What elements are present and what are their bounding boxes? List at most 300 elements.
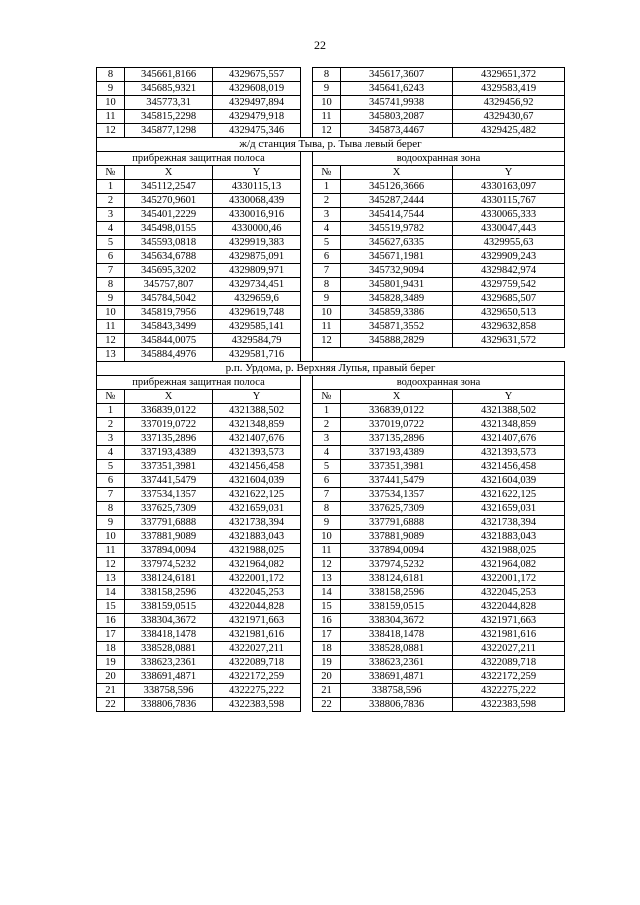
y-coordinate: 4329479,918 bbox=[213, 110, 301, 124]
table-row bbox=[97, 516, 565, 530]
x-coordinate: 345859,3386 bbox=[341, 306, 453, 320]
y-coordinate: 4321388,502 bbox=[213, 404, 301, 418]
y-coordinate: 4322275,222 bbox=[213, 684, 301, 698]
table-row bbox=[97, 572, 565, 586]
y-coordinate: 4322045,253 bbox=[453, 586, 565, 600]
point-number: 13 bbox=[313, 572, 341, 586]
y-coordinate: 4322027,211 bbox=[453, 642, 565, 656]
x-coordinate: 337193,4389 bbox=[341, 446, 453, 460]
y-coordinate: 4321604,039 bbox=[453, 474, 565, 488]
point-number: 11 bbox=[313, 110, 341, 124]
point-number: 12 bbox=[313, 124, 341, 138]
x-coordinate: 345401,2229 bbox=[125, 208, 213, 222]
point-number: 7 bbox=[97, 488, 125, 502]
column-gap bbox=[301, 152, 313, 166]
column-gap bbox=[301, 460, 313, 474]
x-coordinate: 345270,9601 bbox=[125, 194, 213, 208]
y-coordinate: 4329430,67 bbox=[453, 110, 565, 124]
x-coordinate: 338304,3672 bbox=[125, 614, 213, 628]
point-number: 6 bbox=[97, 250, 125, 264]
y-coordinate: 4322089,718 bbox=[453, 656, 565, 670]
y-coordinate: 4322001,172 bbox=[453, 572, 565, 586]
y-coordinate: 4322044,828 bbox=[453, 600, 565, 614]
x-coordinate: 338806,7836 bbox=[341, 698, 453, 712]
table-row bbox=[97, 530, 565, 544]
x-coordinate: 338159,0515 bbox=[125, 600, 213, 614]
column-gap bbox=[301, 656, 313, 670]
point-number: 8 bbox=[313, 502, 341, 516]
zone-header-row bbox=[97, 376, 565, 390]
y-column-header: Y bbox=[213, 390, 301, 404]
point-number: 10 bbox=[97, 306, 125, 320]
table-row bbox=[97, 600, 565, 614]
x-coordinate: 345112,2547 bbox=[125, 180, 213, 194]
y-coordinate: 4329955,63 bbox=[453, 236, 565, 250]
x-coordinate: 338623,2361 bbox=[125, 656, 213, 670]
x-coordinate: 345732,9094 bbox=[341, 264, 453, 278]
zone-header-row bbox=[97, 152, 565, 166]
x-coordinate: 345627,6335 bbox=[341, 236, 453, 250]
y-coordinate: 4321622,125 bbox=[213, 488, 301, 502]
table-row bbox=[97, 614, 565, 628]
table-row bbox=[97, 474, 565, 488]
point-number: 5 bbox=[313, 460, 341, 474]
x-column-header: X bbox=[341, 166, 453, 180]
column-gap bbox=[301, 698, 313, 712]
x-coordinate: 345757,807 bbox=[125, 278, 213, 292]
y-coordinate: 4321456,458 bbox=[453, 460, 565, 474]
y-coordinate: 4321883,043 bbox=[213, 530, 301, 544]
page-number: 22 bbox=[314, 38, 326, 52]
point-number: 1 bbox=[313, 180, 341, 194]
table-row bbox=[97, 82, 565, 96]
y-coordinate: 4321348,859 bbox=[213, 418, 301, 432]
point-number: 8 bbox=[313, 68, 341, 82]
table-row bbox=[97, 334, 565, 348]
table-row bbox=[97, 502, 565, 516]
x-coordinate: 338691,4871 bbox=[341, 670, 453, 684]
x-coordinate: 345888,2829 bbox=[341, 334, 453, 348]
table-row bbox=[97, 250, 565, 264]
column-gap bbox=[301, 516, 313, 530]
point-number: 11 bbox=[97, 544, 125, 558]
left-zone-header: прибрежная защитная полоса bbox=[97, 376, 301, 390]
point-number: 2 bbox=[97, 194, 125, 208]
point-number: 4 bbox=[97, 446, 125, 460]
x-column-header: X bbox=[341, 390, 453, 404]
column-gap bbox=[301, 124, 313, 138]
x-coordinate: 338158,2596 bbox=[341, 586, 453, 600]
point-number: 15 bbox=[97, 600, 125, 614]
y-coordinate: 4329651,372 bbox=[453, 68, 565, 82]
x-column-header: X bbox=[125, 166, 213, 180]
column-gap bbox=[301, 600, 313, 614]
table-row bbox=[97, 194, 565, 208]
column-gap bbox=[301, 558, 313, 572]
table-row bbox=[97, 96, 565, 110]
point-number: 4 bbox=[313, 446, 341, 460]
point-number: 8 bbox=[97, 278, 125, 292]
column-gap bbox=[301, 628, 313, 642]
y-coordinate: 4329685,507 bbox=[453, 292, 565, 306]
y-coordinate: 4329809,971 bbox=[213, 264, 301, 278]
table-row bbox=[97, 124, 565, 138]
point-number: 22 bbox=[313, 698, 341, 712]
point-number: 8 bbox=[313, 278, 341, 292]
number-column-header: № bbox=[97, 390, 125, 404]
column-gap bbox=[301, 166, 313, 180]
x-coordinate: 345773,31 bbox=[125, 96, 213, 110]
x-coordinate: 338623,2361 bbox=[341, 656, 453, 670]
y-coordinate: 4329675,557 bbox=[213, 68, 301, 82]
point-number: 13 bbox=[97, 348, 125, 362]
point-number: 11 bbox=[97, 320, 125, 334]
column-gap bbox=[301, 488, 313, 502]
column-header-row bbox=[97, 166, 565, 180]
y-coordinate: 4322172,259 bbox=[453, 670, 565, 684]
point-number: 21 bbox=[313, 684, 341, 698]
x-coordinate: 338159,0515 bbox=[341, 600, 453, 614]
table-row bbox=[97, 544, 565, 558]
point-number: 12 bbox=[97, 124, 125, 138]
table-row bbox=[97, 208, 565, 222]
table-row bbox=[97, 180, 565, 194]
y-coordinate: 4329909,243 bbox=[453, 250, 565, 264]
point-number: 10 bbox=[97, 530, 125, 544]
y-coordinate: 4330016,916 bbox=[213, 208, 301, 222]
point-number: 8 bbox=[97, 502, 125, 516]
column-gap bbox=[301, 418, 313, 432]
table-row bbox=[97, 670, 565, 684]
point-number: 20 bbox=[97, 670, 125, 684]
column-gap bbox=[301, 348, 313, 362]
x-coordinate: 337974,5232 bbox=[341, 558, 453, 572]
x-coordinate: 345784,5042 bbox=[125, 292, 213, 306]
point-number: 12 bbox=[313, 334, 341, 348]
column-header-row bbox=[97, 390, 565, 404]
point-number: 6 bbox=[313, 474, 341, 488]
x-coordinate: 345593,0818 bbox=[125, 236, 213, 250]
column-gap bbox=[301, 642, 313, 656]
y-coordinate: 4321659,031 bbox=[213, 502, 301, 516]
point-number: 9 bbox=[97, 516, 125, 530]
column-gap bbox=[301, 250, 313, 264]
column-gap bbox=[301, 684, 313, 698]
point-number: 7 bbox=[97, 264, 125, 278]
x-coordinate: 337351,3981 bbox=[341, 460, 453, 474]
x-coordinate: 345634,6788 bbox=[125, 250, 213, 264]
column-gap bbox=[301, 320, 313, 334]
coordinates-table bbox=[96, 67, 565, 712]
point-number: 11 bbox=[97, 110, 125, 124]
x-coordinate: 337534,1357 bbox=[341, 488, 453, 502]
y-coordinate: 4321407,676 bbox=[213, 432, 301, 446]
y-coordinate: 4321981,616 bbox=[213, 628, 301, 642]
point-number: 17 bbox=[97, 628, 125, 642]
x-coordinate: 336839,0122 bbox=[341, 404, 453, 418]
point-number: 4 bbox=[313, 222, 341, 236]
point-number: 9 bbox=[97, 292, 125, 306]
x-coordinate: 345498,0155 bbox=[125, 222, 213, 236]
y-coordinate: 4330000,46 bbox=[213, 222, 301, 236]
x-coordinate: 337894,0094 bbox=[125, 544, 213, 558]
point-number: 19 bbox=[313, 656, 341, 670]
column-gap bbox=[301, 82, 313, 96]
point-number: 21 bbox=[97, 684, 125, 698]
x-coordinate: 345617,3607 bbox=[341, 68, 453, 82]
column-gap bbox=[301, 180, 313, 194]
column-gap bbox=[301, 474, 313, 488]
x-coordinate: 345641,6243 bbox=[341, 82, 453, 96]
y-coordinate: 4329631,572 bbox=[453, 334, 565, 348]
point-number: 14 bbox=[97, 586, 125, 600]
y-column-header: Y bbox=[213, 166, 301, 180]
column-gap bbox=[301, 236, 313, 250]
point-number: 3 bbox=[97, 208, 125, 222]
x-coordinate: 337135,2896 bbox=[125, 432, 213, 446]
x-coordinate: 337881,9089 bbox=[341, 530, 453, 544]
column-gap bbox=[301, 404, 313, 418]
y-coordinate: 4322045,253 bbox=[213, 586, 301, 600]
column-gap bbox=[301, 376, 313, 390]
y-coordinate: 4321971,663 bbox=[213, 614, 301, 628]
y-coordinate: 4329583,419 bbox=[453, 82, 565, 96]
left-zone-header: прибрежная защитная полоса bbox=[97, 152, 301, 166]
table-row bbox=[97, 292, 565, 306]
point-number: 1 bbox=[313, 404, 341, 418]
point-number: 9 bbox=[313, 292, 341, 306]
point-number: 10 bbox=[97, 96, 125, 110]
y-coordinate: 4321407,676 bbox=[453, 432, 565, 446]
column-gap bbox=[301, 222, 313, 236]
section-title-row bbox=[97, 362, 565, 376]
point-number: 6 bbox=[313, 250, 341, 264]
y-coordinate: 4321659,031 bbox=[453, 502, 565, 516]
column-gap bbox=[301, 586, 313, 600]
point-number: 2 bbox=[97, 418, 125, 432]
y-coordinate: 4321883,043 bbox=[453, 530, 565, 544]
x-coordinate: 338528,0881 bbox=[341, 642, 453, 656]
table-row bbox=[97, 460, 565, 474]
table-row bbox=[97, 698, 565, 712]
x-coordinate: 345803,2087 bbox=[341, 110, 453, 124]
y-coordinate: 4321971,663 bbox=[453, 614, 565, 628]
y-coordinate: 4321964,082 bbox=[213, 558, 301, 572]
x-coordinate: 345843,3499 bbox=[125, 320, 213, 334]
y-coordinate: 4322001,172 bbox=[213, 572, 301, 586]
column-gap bbox=[301, 208, 313, 222]
x-coordinate: 337135,2896 bbox=[341, 432, 453, 446]
x-coordinate: 338124,6181 bbox=[125, 572, 213, 586]
point-number: 11 bbox=[313, 544, 341, 558]
point-number: 3 bbox=[313, 432, 341, 446]
column-gap bbox=[301, 502, 313, 516]
x-coordinate: 338691,4871 bbox=[125, 670, 213, 684]
x-coordinate: 338758,596 bbox=[125, 684, 213, 698]
table-row bbox=[97, 432, 565, 446]
y-coordinate: 4330115,767 bbox=[453, 194, 565, 208]
y-coordinate: 4321981,616 bbox=[453, 628, 565, 642]
y-coordinate: 4321393,573 bbox=[453, 446, 565, 460]
x-coordinate: 338758,596 bbox=[341, 684, 453, 698]
x-coordinate: 345695,3202 bbox=[125, 264, 213, 278]
y-coordinate: 4330163,097 bbox=[453, 180, 565, 194]
table-row bbox=[97, 264, 565, 278]
point-number: 1 bbox=[97, 404, 125, 418]
table-row bbox=[97, 642, 565, 656]
y-coordinate: 4321738,394 bbox=[453, 516, 565, 530]
x-coordinate: 338124,6181 bbox=[341, 572, 453, 586]
x-coordinate: 345844,0075 bbox=[125, 334, 213, 348]
table-row bbox=[97, 418, 565, 432]
y-coordinate: 4329734,451 bbox=[213, 278, 301, 292]
x-coordinate: 345685,9321 bbox=[125, 82, 213, 96]
x-coordinate: 338528,0881 bbox=[125, 642, 213, 656]
x-coordinate: 345671,1981 bbox=[341, 250, 453, 264]
column-gap bbox=[301, 194, 313, 208]
point-number: 9 bbox=[313, 516, 341, 530]
point-number: 3 bbox=[313, 208, 341, 222]
y-coordinate: 4329759,542 bbox=[453, 278, 565, 292]
point-number: 12 bbox=[97, 334, 125, 348]
table-row bbox=[97, 306, 565, 320]
y-column-header: Y bbox=[453, 390, 565, 404]
x-coordinate: 345884,4976 bbox=[125, 348, 213, 362]
column-gap bbox=[301, 614, 313, 628]
x-coordinate: 337625,7309 bbox=[341, 502, 453, 516]
x-coordinate: 337534,1357 bbox=[125, 488, 213, 502]
point-number: 7 bbox=[313, 264, 341, 278]
point-number: 15 bbox=[313, 600, 341, 614]
table-row bbox=[97, 110, 565, 124]
y-column-header: Y bbox=[453, 166, 565, 180]
right-zone-header: водоохранная зона bbox=[313, 376, 565, 390]
x-coordinate: 345801,9431 bbox=[341, 278, 453, 292]
x-coordinate: 337894,0094 bbox=[341, 544, 453, 558]
column-gap bbox=[301, 306, 313, 320]
x-coordinate: 337625,7309 bbox=[125, 502, 213, 516]
y-coordinate: 4329659,6 bbox=[213, 292, 301, 306]
point-number: 9 bbox=[313, 82, 341, 96]
y-coordinate: 4329497,894 bbox=[213, 96, 301, 110]
column-gap bbox=[301, 68, 313, 82]
x-coordinate: 336839,0122 bbox=[125, 404, 213, 418]
point-number: 18 bbox=[97, 642, 125, 656]
x-coordinate: 337881,9089 bbox=[125, 530, 213, 544]
column-gap bbox=[301, 670, 313, 684]
y-coordinate: 4322044,828 bbox=[213, 600, 301, 614]
y-coordinate: 4329585,141 bbox=[213, 320, 301, 334]
section-title-row bbox=[97, 138, 565, 152]
y-coordinate: 4322383,598 bbox=[453, 698, 565, 712]
x-coordinate: 345741,9938 bbox=[341, 96, 453, 110]
y-coordinate: 4330065,333 bbox=[453, 208, 565, 222]
column-gap bbox=[301, 334, 313, 348]
y-coordinate: 4321988,025 bbox=[213, 544, 301, 558]
x-coordinate: 338418,1478 bbox=[341, 628, 453, 642]
x-coordinate: 345126,3666 bbox=[341, 180, 453, 194]
x-coordinate: 345661,8166 bbox=[125, 68, 213, 82]
table-row bbox=[97, 558, 565, 572]
y-coordinate: 4322027,211 bbox=[213, 642, 301, 656]
table-row bbox=[97, 446, 565, 460]
y-coordinate: 4329875,091 bbox=[213, 250, 301, 264]
point-number: 10 bbox=[313, 306, 341, 320]
point-number: 22 bbox=[97, 698, 125, 712]
point-number: 12 bbox=[97, 558, 125, 572]
point-number: 10 bbox=[313, 96, 341, 110]
y-coordinate: 4329650,513 bbox=[453, 306, 565, 320]
y-coordinate: 4321622,125 bbox=[453, 488, 565, 502]
point-number: 5 bbox=[313, 236, 341, 250]
y-coordinate: 4329475,346 bbox=[213, 124, 301, 138]
x-coordinate: 338418,1478 bbox=[125, 628, 213, 642]
number-column-header: № bbox=[313, 166, 341, 180]
y-coordinate: 4329425,482 bbox=[453, 124, 565, 138]
section-title: ж/д станция Тыва, р. Тыва левый берег bbox=[97, 138, 565, 152]
y-coordinate: 4321456,458 bbox=[213, 460, 301, 474]
x-column-header: X bbox=[125, 390, 213, 404]
column-gap bbox=[301, 530, 313, 544]
y-coordinate: 4329581,716 bbox=[213, 348, 301, 362]
column-gap bbox=[301, 96, 313, 110]
y-coordinate: 4330047,443 bbox=[453, 222, 565, 236]
x-coordinate: 337019,0722 bbox=[125, 418, 213, 432]
point-number: 12 bbox=[313, 558, 341, 572]
y-coordinate: 4321388,502 bbox=[453, 404, 565, 418]
y-coordinate: 4321348,859 bbox=[453, 418, 565, 432]
point-number: 16 bbox=[97, 614, 125, 628]
y-coordinate: 4329584,79 bbox=[213, 334, 301, 348]
column-gap bbox=[301, 446, 313, 460]
point-number: 3 bbox=[97, 432, 125, 446]
x-coordinate: 337351,3981 bbox=[125, 460, 213, 474]
empty-cell bbox=[313, 348, 565, 362]
y-coordinate: 4330115,13 bbox=[213, 180, 301, 194]
x-coordinate: 345873,4467 bbox=[341, 124, 453, 138]
y-coordinate: 4329919,383 bbox=[213, 236, 301, 250]
y-coordinate: 4329842,974 bbox=[453, 264, 565, 278]
point-number: 16 bbox=[313, 614, 341, 628]
y-coordinate: 4321964,082 bbox=[453, 558, 565, 572]
y-coordinate: 4321738,394 bbox=[213, 516, 301, 530]
x-coordinate: 345287,2444 bbox=[341, 194, 453, 208]
column-gap bbox=[301, 278, 313, 292]
coordinates-table-body bbox=[97, 68, 565, 712]
point-number: 13 bbox=[97, 572, 125, 586]
table-row bbox=[97, 628, 565, 642]
table-row bbox=[97, 68, 565, 82]
y-coordinate: 4329619,748 bbox=[213, 306, 301, 320]
x-coordinate: 337193,4389 bbox=[125, 446, 213, 460]
y-coordinate: 4322089,718 bbox=[213, 656, 301, 670]
table-row bbox=[97, 684, 565, 698]
x-coordinate: 338304,3672 bbox=[341, 614, 453, 628]
y-coordinate: 4322275,222 bbox=[453, 684, 565, 698]
x-coordinate: 345519,9782 bbox=[341, 222, 453, 236]
column-gap bbox=[301, 432, 313, 446]
point-number: 5 bbox=[97, 460, 125, 474]
y-coordinate: 4321988,025 bbox=[453, 544, 565, 558]
column-gap bbox=[301, 572, 313, 586]
point-number: 7 bbox=[313, 488, 341, 502]
point-number: 19 bbox=[97, 656, 125, 670]
point-number: 4 bbox=[97, 222, 125, 236]
point-number: 20 bbox=[313, 670, 341, 684]
x-coordinate: 337791,6888 bbox=[125, 516, 213, 530]
x-coordinate: 337441,5479 bbox=[341, 474, 453, 488]
y-coordinate: 4321393,573 bbox=[213, 446, 301, 460]
